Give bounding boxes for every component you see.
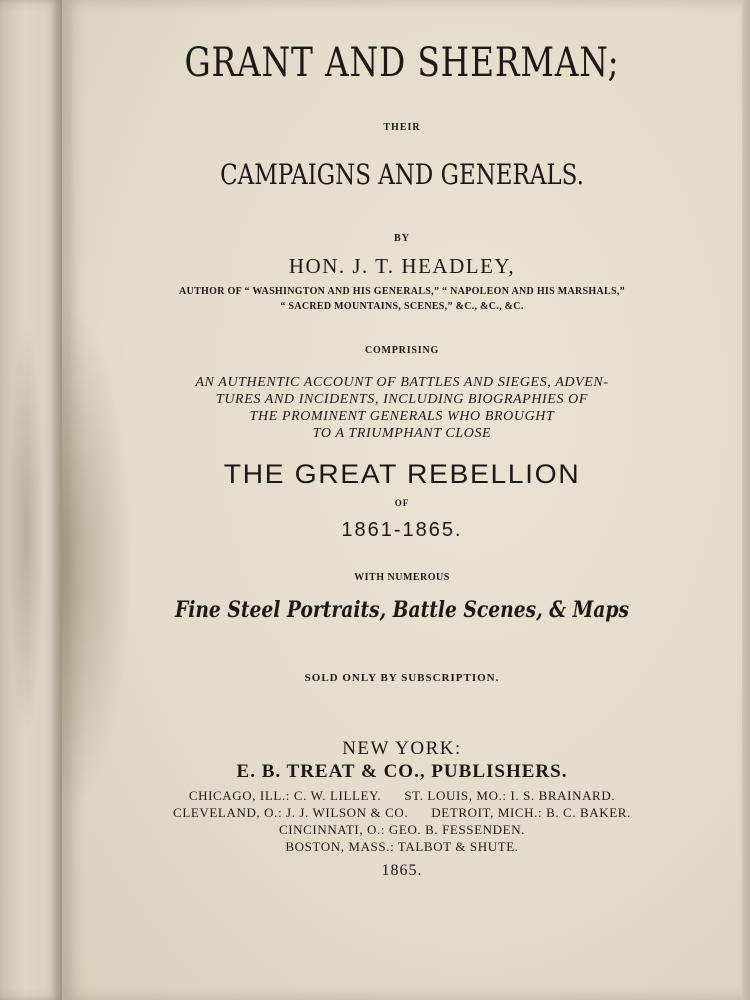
by-label: BY [394, 233, 410, 244]
description-line: TO A TRIUMPHANT CLOSE [312, 426, 492, 441]
book-title: GRANT AND SHERMAN; [184, 40, 620, 86]
page-edge [742, 0, 750, 1000]
title-page-content [62, 0, 742, 1000]
publisher-name: E. B. TREAT & CO., PUBLISHERS. [236, 761, 568, 782]
of-label: OF [394, 498, 410, 508]
years-range: 1861-1865. [341, 519, 463, 541]
description-line: TURES AND INCIDENTS, INCLUDING BIOGRAPHIES OF [215, 392, 589, 407]
agents-line: CHICAGO, ILL.: C. W. LILLEY. ST. LOUIS, MO.: I. S. BRAINARD. [188, 788, 616, 803]
description-line: AN AUTHENTIC ACCOUNT OF BATTLES AND SIEGES, ADVEN- [195, 375, 609, 390]
author-name: HON. J. T. HEADLEY, [288, 254, 516, 278]
their-label: THEIR [383, 122, 421, 133]
with-numerous-label: WITH NUMEROUS [354, 572, 450, 583]
agents-line: BOSTON, MASS.: TALBOT & SHUTE. [285, 839, 519, 854]
agents-line: CINCINNATI, O.: GEO. B. FESSENDEN. [278, 822, 526, 837]
subscription-note: SOLD ONLY BY SUBSCRIPTION. [304, 672, 500, 684]
facing-page [0, 0, 62, 1000]
illustrations-line: Fine Steel Portraits, Battle Scenes, & Maps [174, 597, 630, 623]
agents-line: CLEVELAND, O.: J. J. WILSON & CO. DETROIT, MICH.: B. C. BAKER. [173, 805, 631, 820]
book-subtitle: CAMPAIGNS AND GENERALS. [220, 158, 584, 191]
description-line: THE PROMINENT GENERALS WHO BROUGHT [249, 409, 555, 424]
rebellion-heading: THE GREAT REBELLION [223, 459, 581, 489]
author-works-line: “ SACRED MOUNTAINS, SCENES,” &C., &C., &C. [280, 301, 524, 312]
publication-year: 1865. [381, 862, 423, 879]
publisher-city: NEW YORK: [342, 738, 462, 759]
author-works-line: AUTHOR OF “ WASHINGTON AND HIS GENERALS,” “ NAPOLEON AND HIS MARSHALS,” [179, 286, 625, 297]
comprising-label: COMPRISING [364, 345, 440, 356]
